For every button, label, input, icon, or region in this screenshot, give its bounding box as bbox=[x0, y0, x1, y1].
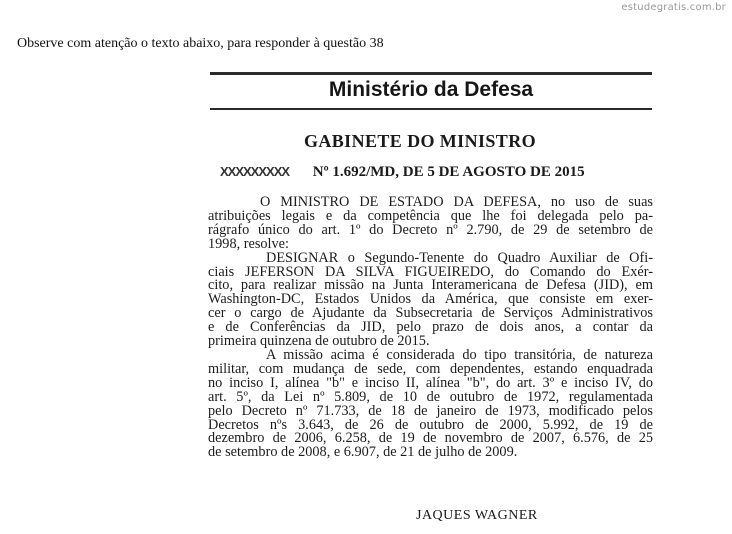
header-bottom-rule bbox=[210, 108, 652, 110]
body-line: art. 5º, da Lei nº 5.809, de 10 de outubro de 1972, regulamentada bbox=[208, 388, 653, 405]
question-instruction: Observe com atenção o texto abaixo, para responder à questão 38 bbox=[17, 36, 384, 51]
header-top-rule bbox=[210, 72, 652, 75]
ordinance-number: Nº 1.692/MD, DE 5 DE AGOSTO DE 2015 bbox=[312, 164, 585, 180]
body-line: rágrafo único do art. 1º do Decreto nº 2.790, de 29 de setembro de bbox=[208, 221, 653, 238]
body-line: primeira quinzena de outubro de 2015. bbox=[208, 333, 430, 350]
body-line: e de Conferências da JID, pelo prazo de dois anos, a contar da bbox=[208, 319, 653, 336]
ordinance-body bbox=[208, 196, 653, 460]
body-line: ciais JEFERSON DA SILVA FIGUEIREDO, do Comando do Exér- bbox=[208, 263, 653, 280]
body-line: DESIGNAR o Segundo-Tenente do Quadro Auxiliar de Ofi- bbox=[266, 249, 653, 266]
body-line: cer o cargo de Ajudante da Subsecretaria de Serviços Administrativos bbox=[208, 305, 653, 322]
body-line: 1998, resolve: bbox=[208, 235, 289, 252]
body-line: no inciso I, alínea "b" e inciso II, alínea "b", do art. 3º e inciso IV, do bbox=[208, 374, 653, 391]
signature-name: JAQUES WAGNER bbox=[416, 508, 538, 523]
body-line: atribuições legais e da competência que lhe foi delegada pelo pa- bbox=[208, 207, 653, 224]
body-line: pelo Decreto nº 71.733, de 18 de janeiro de 1973, modificado pelos bbox=[208, 402, 653, 419]
body-line: dezembro de 2006, 6.258, de 19 de novembro de 2007, 6.576, de 25 bbox=[208, 430, 653, 447]
body-line: Washington-DC, Estados Unidos da América, que consiste em exer- bbox=[208, 291, 653, 308]
body-line: cito, para realizar missão na Junta Interamericana de Defesa (JID), em bbox=[208, 277, 653, 294]
body-line: militar, com mudança de sede, com dependentes, estando enquadrada bbox=[208, 360, 653, 377]
body-line: de setembro de 2008, e 6.907, de 21 de julho de 2009. bbox=[208, 444, 518, 461]
body-line: Decretos nºs 3.643, de 26 de outubro de 2000, 5.992, de 19 de bbox=[208, 416, 653, 433]
watermark: estudegratis.com.br bbox=[621, 2, 726, 13]
ordinance-header bbox=[220, 164, 585, 181]
ministry-title: Ministério da Defesa bbox=[328, 78, 534, 101]
redacted-label: XXXXXXXXX bbox=[220, 164, 290, 179]
body-line: O MINISTRO DE ESTADO DA DEFESA, no uso de suas bbox=[260, 194, 653, 210]
office-heading: GABINETE DO MINISTRO bbox=[303, 131, 537, 151]
body-line: A missão acima é considerada do tipo transitória, de natureza bbox=[266, 346, 653, 363]
